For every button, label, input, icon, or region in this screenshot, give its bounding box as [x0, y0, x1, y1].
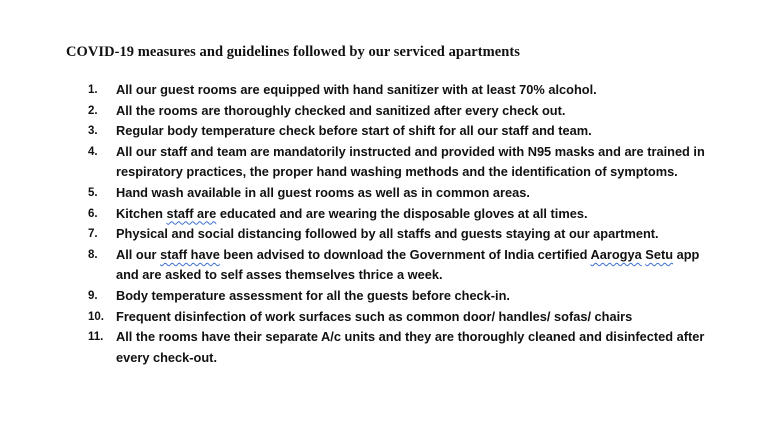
item-number: 2. [88, 104, 98, 117]
item-text: All our staff and team are mandatorily instructed and provided with N95 masks and are trained in respiratory practices, the proper hand washing methods and the identification of symptoms. [116, 143, 705, 180]
list-item [82, 142, 722, 183]
item-text-segment: educated and are wearing the disposable gloves at all times. [216, 205, 588, 221]
guidelines-list [82, 80, 722, 368]
list-item [82, 286, 722, 307]
item-number: 8. [88, 248, 98, 261]
list-item [82, 307, 722, 328]
list-item [82, 224, 722, 245]
item-text: All the rooms have their separate A/c units and they are thoroughly cleaned and disinfected after every check-out. [116, 329, 705, 365]
item-number: 1. [88, 84, 98, 96]
grammar-flagged-text: staff are [166, 205, 217, 221]
document-title: COVID-19 measures and guidelines followed by our serviced apartments [66, 44, 520, 60]
item-number: 5. [88, 186, 98, 199]
item-number: 7. [88, 228, 98, 241]
item-number: 11. [88, 331, 104, 344]
list-item [82, 183, 722, 204]
spelling-flagged-text: Setu [645, 246, 674, 262]
item-text: All the rooms are thoroughly checked and sanitized after every check out. [116, 102, 566, 118]
list-item [82, 121, 722, 142]
item-text: Frequent disinfection of work surfaces such as common door/ handles/ sofas/ chairs [116, 308, 633, 324]
grammar-flagged-text: staff have [160, 246, 220, 262]
list-item [82, 327, 722, 368]
item-text-segment: All our [116, 246, 161, 262]
item-number: 4. [88, 145, 98, 158]
item-text: All our guest rooms are equipped with hand sanitizer with at least 70% alcohol. [116, 82, 597, 97]
list-item [82, 204, 722, 225]
item-number: 3. [88, 125, 98, 138]
list-item [82, 101, 722, 122]
item-text-segment: app and are asked to self asses themselves thrice a week. [116, 246, 700, 283]
item-number: 6. [88, 207, 98, 220]
item-text: Physical and social distancing followed by all staffs and guests staying at our apartment. [116, 226, 659, 242]
item-text: Regular body temperature check before start of shift for all our staff and team. [116, 123, 592, 139]
list-item [82, 80, 722, 101]
item-number: 10. [88, 310, 104, 323]
list-item [82, 245, 722, 286]
item-text: Hand wash available in all guest rooms as well as in common areas. [116, 184, 530, 200]
spelling-flagged-text: Aarogya [590, 246, 642, 262]
item-text: Body temperature assessment for all the guests before check-in. [116, 287, 510, 303]
item-text-segment: been advised to download the Government of India certified [219, 246, 591, 262]
item-number: 9. [88, 289, 98, 302]
item-text-segment: Kitchen [116, 205, 167, 221]
